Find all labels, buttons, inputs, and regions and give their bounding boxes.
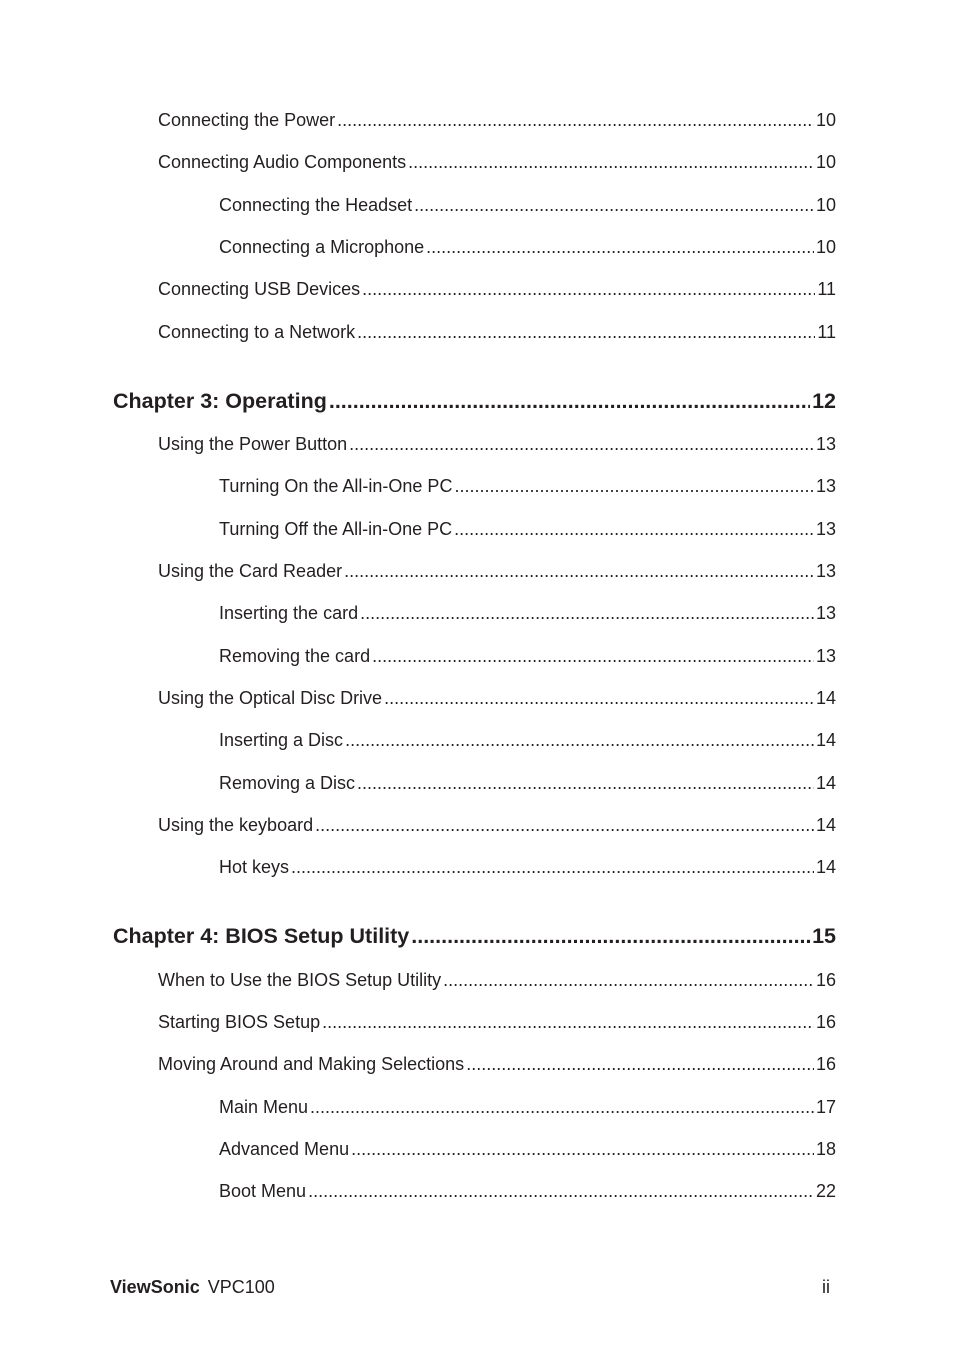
toc-entry[interactable] [158,687,836,709]
toc-entry-page: 10 [815,195,836,215]
leader-dots [362,278,815,300]
toc-entry[interactable] [158,1053,836,1075]
toc-entry-page: 13 [815,476,836,496]
toc-entry-page: 14 [815,730,836,750]
toc-entry-page: 11 [817,322,836,342]
leader-dots [372,645,814,667]
toc-entry-page: 13 [815,603,836,623]
toc-entry-title: Connecting a Microphone [219,237,425,257]
toc-entry-page: 18 [815,1139,836,1159]
leader-dots [454,518,814,540]
toc-entry-title: Turning Off the All-in-One PC [219,519,453,539]
leader-dots [411,923,810,949]
toc-entry[interactable] [158,109,836,131]
toc-entry[interactable] [219,729,836,751]
footer-product [110,1276,275,1298]
toc-entry[interactable] [219,772,836,794]
leader-dots [344,560,814,582]
toc-entry-title: Using the keyboard [158,815,314,835]
toc-entry[interactable] [219,602,836,624]
brand-name: ViewSonic [110,1277,200,1297]
toc-entry[interactable] [219,1096,836,1118]
toc-entry-title: Main Menu [219,1097,309,1117]
toc-entry-title: Turning On the All-in-One PC [219,476,453,496]
toc-chapter-title: Chapter 3: Operating [113,389,327,413]
toc-entry[interactable] [158,1011,836,1033]
leader-dots [349,433,814,455]
toc-entry-title: Using the Optical Disc Drive [158,688,383,708]
leader-dots [414,194,814,216]
page-number: ii [822,1277,830,1297]
toc-entry-page: 14 [815,773,836,793]
toc-entry[interactable] [219,856,836,878]
toc-entry[interactable] [219,236,836,258]
toc-entry-title: Connecting the Headset [219,195,413,215]
leader-dots [426,236,814,258]
leader-dots [308,1180,814,1202]
toc-entry-title: Connecting USB Devices [158,279,361,299]
toc-entry-page: 10 [815,237,836,257]
toc-entry[interactable] [219,1138,836,1160]
toc-entry-page: 16 [815,1012,836,1032]
toc-entry[interactable] [158,151,836,173]
leader-dots [443,969,814,991]
leader-dots [360,602,814,624]
toc-entry[interactable] [219,518,836,540]
leader-dots [345,729,814,751]
toc-entry-page: 14 [815,815,836,835]
toc-entry-title: Connecting the Power [158,110,336,130]
toc-entry-title: Using the Power Button [158,434,348,454]
toc-chapter-page: 15 [812,924,836,948]
toc-chapter-page: 12 [812,389,836,413]
toc-entry-title: Moving Around and Making Selections [158,1054,465,1074]
toc-entry[interactable] [219,1180,836,1202]
leader-dots [310,1096,814,1118]
toc-entry-page: 13 [815,434,836,454]
toc-entry-title: Connecting to a Network [158,322,356,342]
toc-entry[interactable] [158,969,836,991]
toc-entry[interactable] [158,560,836,582]
leader-dots [322,1011,814,1033]
leader-dots [315,814,814,836]
toc-entry-title: Connecting Audio Components [158,152,407,172]
toc-entry[interactable] [158,321,836,343]
toc-entry-title: Inserting a Disc [219,730,344,750]
leader-dots [357,772,814,794]
toc-entry-title: Using the Card Reader [158,561,343,581]
toc-entry-page: 13 [815,646,836,666]
toc-entry-page: 22 [815,1181,836,1201]
toc-entry-title: Boot Menu [219,1181,307,1201]
toc-entry-page: 17 [815,1097,836,1117]
toc-entry[interactable] [219,194,836,216]
leader-dots [291,856,814,878]
toc-entry[interactable] [158,433,836,455]
toc-entry-title: Inserting the card [219,603,359,623]
toc-entry[interactable] [219,645,836,667]
leader-dots [329,388,810,414]
toc-entry-page: 16 [815,1054,836,1074]
toc-entry-title: Starting BIOS Setup [158,1012,321,1032]
toc-entry-page: 14 [815,857,836,877]
leader-dots [408,151,814,173]
toc-entry-page: 13 [815,561,836,581]
leader-dots [384,687,814,709]
toc-entry-title: When to Use the BIOS Setup Utility [158,970,442,990]
leader-dots [357,321,815,343]
toc-entry-title: Advanced Menu [219,1139,350,1159]
toc-entry-title: Removing a Disc [219,773,356,793]
toc-entry-title: Removing the card [219,646,371,666]
toc-chapter-4[interactable] [113,923,836,949]
toc-entry[interactable] [158,814,836,836]
toc-entry-page: 10 [815,152,836,172]
toc-entry-page: 13 [815,519,836,539]
toc-entry-page: 10 [815,110,836,130]
leader-dots [466,1053,814,1075]
toc-entry[interactable] [219,475,836,497]
toc-chapter-3[interactable] [113,388,836,414]
toc-entry[interactable] [158,278,836,300]
page-footer [110,1276,830,1298]
toc-entry-page: 11 [817,279,836,299]
model-name: VPC100 [207,1277,275,1297]
leader-dots [454,475,814,497]
leader-dots [337,109,814,131]
toc-entry-page: 16 [815,970,836,990]
toc-entry-title: Hot keys [219,857,290,877]
toc-chapter-title: Chapter 4: BIOS Setup Utility [113,924,410,948]
toc-entry-page: 14 [815,688,836,708]
leader-dots [351,1138,814,1160]
